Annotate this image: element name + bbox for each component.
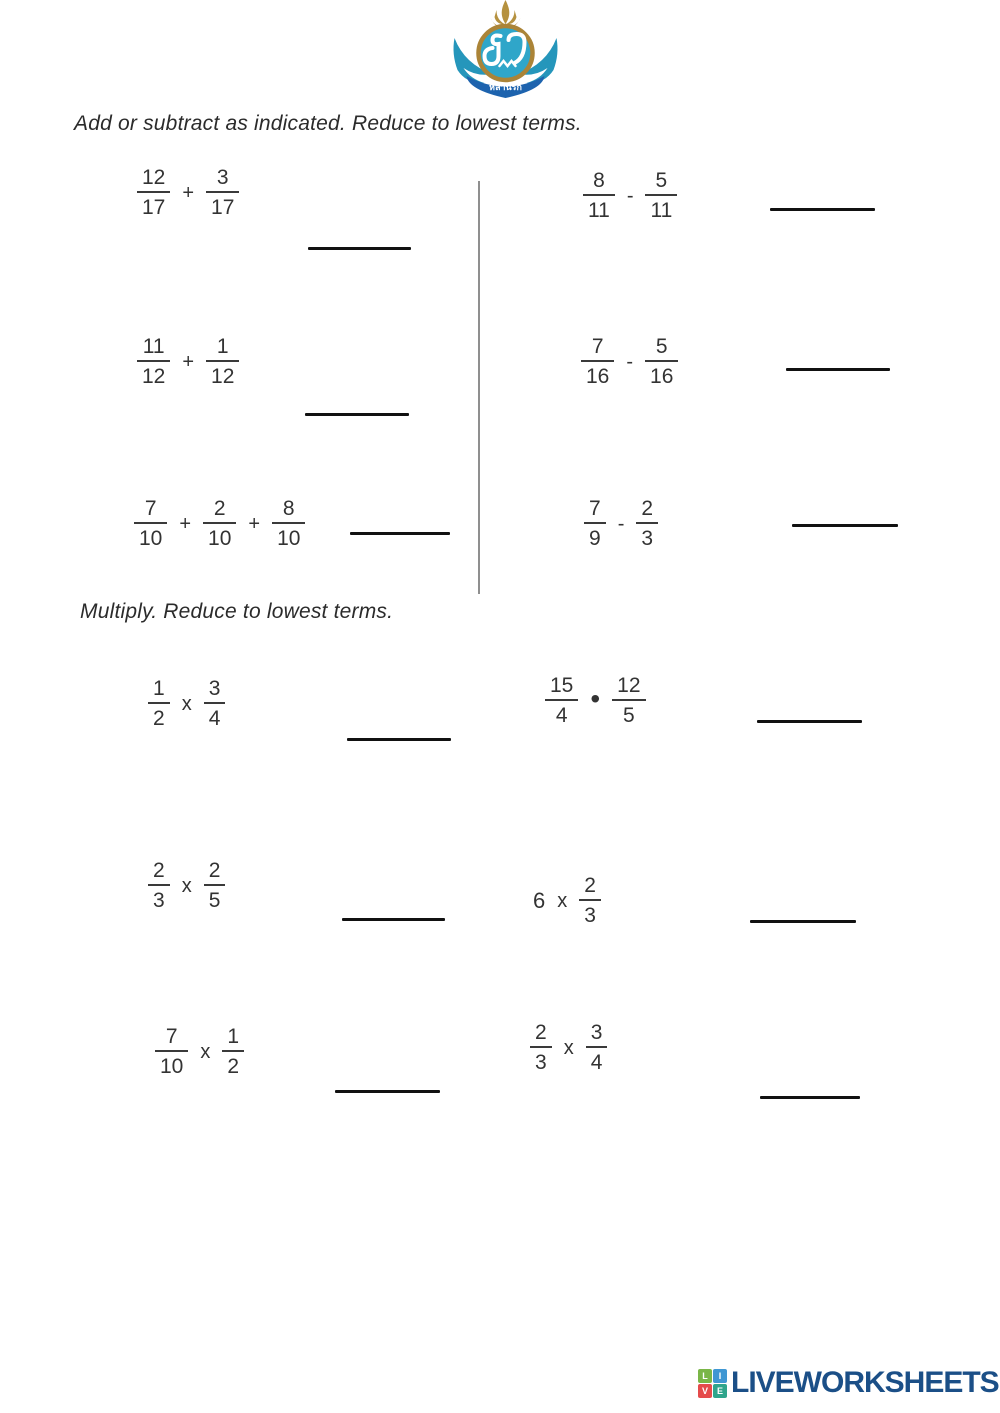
- fraction: $\frac{7}{10}$: [134, 498, 167, 549]
- logo-banner-text: หลานรัก: [489, 82, 522, 92]
- answer-line-addsub-2[interactable]: [770, 208, 875, 211]
- fraction: $\frac{2}{3}$: [148, 860, 170, 911]
- fraction: $\frac{2}{5}$: [204, 860, 226, 911]
- fraction: $\frac{2}{3}$: [636, 498, 658, 549]
- operator: +: [182, 350, 195, 373]
- fraction: $\frac{11}{12}$: [137, 336, 170, 387]
- fraction: $\frac{15}{4}$: [545, 675, 578, 726]
- fraction: $\frac{1}{2}$: [148, 678, 170, 729]
- liveworksheets-brand: [698, 1366, 999, 1400]
- answer-line-multiply-1[interactable]: [347, 738, 451, 741]
- answer-line-multiply-4[interactable]: [750, 920, 856, 923]
- liveworksheets-logo-icon: [698, 1369, 727, 1398]
- problem-addsub-6: [584, 498, 658, 549]
- instruction-add-subtract: Add or subtract as indicated. Reduce to lowest terms.: [74, 112, 582, 135]
- brand-text: LIVEWORKSHEETS: [731, 1366, 999, 1399]
- answer-line-addsub-5[interactable]: [350, 532, 450, 535]
- fraction: $\frac{7}{16}$: [581, 336, 614, 387]
- fraction: $\frac{5}{16}$: [645, 336, 678, 387]
- operator: +: [179, 512, 192, 535]
- operator: x: [181, 692, 192, 715]
- problem-multiply-5: [155, 1026, 244, 1077]
- problem-multiply-3: [148, 860, 225, 911]
- problem-multiply-2: $\frac{15}{4}$ • $\frac{12}{5}$: [545, 675, 646, 726]
- fraction: $\frac{1}{2}$: [222, 1026, 244, 1077]
- problem-addsub-2: [583, 170, 677, 221]
- problem-multiply-6: [530, 1022, 607, 1073]
- column-divider: [478, 181, 480, 594]
- fraction: $\frac{3}{17}$: [206, 167, 239, 218]
- fraction: $\frac{2}{3}$: [579, 875, 601, 926]
- problem-addsub-3: [137, 336, 239, 387]
- problem-addsub-5: [134, 498, 305, 549]
- answer-line-multiply-6[interactable]: [760, 1096, 860, 1099]
- operator: -: [617, 512, 625, 535]
- operator: -: [626, 350, 634, 373]
- answer-line-multiply-5[interactable]: [335, 1090, 440, 1093]
- fraction: $\frac{2}{10}$: [203, 498, 236, 549]
- school-logo-graphic: [448, 0, 563, 104]
- operator: x: [181, 874, 192, 897]
- logo-tile-v: V: [698, 1384, 712, 1398]
- fraction: $\frac{8}{11}$: [583, 170, 615, 221]
- fraction: $\frac{8}{10}$: [272, 498, 305, 549]
- fraction: $\frac{3}{4}$: [586, 1022, 608, 1073]
- problem-multiply-1: [148, 678, 225, 729]
- whole-number: 6: [533, 887, 546, 913]
- logo-tile-e: E: [713, 1384, 727, 1398]
- operator: x: [200, 1040, 211, 1063]
- fraction: $\frac{7}{9}$: [584, 498, 606, 549]
- answer-line-addsub-6[interactable]: [792, 524, 898, 527]
- logo-tile-l: L: [698, 1369, 712, 1383]
- school-logo: [448, 0, 563, 104]
- fraction: $\frac{5}{11}$: [645, 170, 677, 221]
- fraction: $\frac{3}{4}$: [204, 678, 226, 729]
- fraction: $\frac{2}{3}$: [530, 1022, 552, 1073]
- problem-multiply-4: [533, 875, 601, 926]
- answer-line-addsub-3[interactable]: [305, 413, 409, 416]
- instruction-multiply: Multiply. Reduce to lowest terms.: [80, 600, 394, 623]
- problem-addsub-1: [137, 167, 239, 218]
- logo-tile-i: I: [713, 1369, 727, 1383]
- operator: x: [563, 1036, 574, 1059]
- fraction: $\frac{1}{12}$: [206, 336, 239, 387]
- fraction: $\frac{12}{17}$: [137, 167, 170, 218]
- operator: +: [248, 512, 261, 535]
- answer-line-multiply-3[interactable]: [342, 918, 445, 921]
- operator: x: [557, 889, 568, 912]
- answer-line-addsub-4[interactable]: [786, 368, 890, 371]
- fraction: $\frac{7}{10}$: [155, 1026, 188, 1077]
- problem-addsub-4: [581, 336, 678, 387]
- fraction: $\frac{12}{5}$: [612, 675, 645, 726]
- answer-line-multiply-2[interactable]: [757, 720, 862, 723]
- answer-line-addsub-1[interactable]: [308, 247, 411, 250]
- operator: -: [626, 184, 634, 207]
- operator: +: [182, 181, 195, 204]
